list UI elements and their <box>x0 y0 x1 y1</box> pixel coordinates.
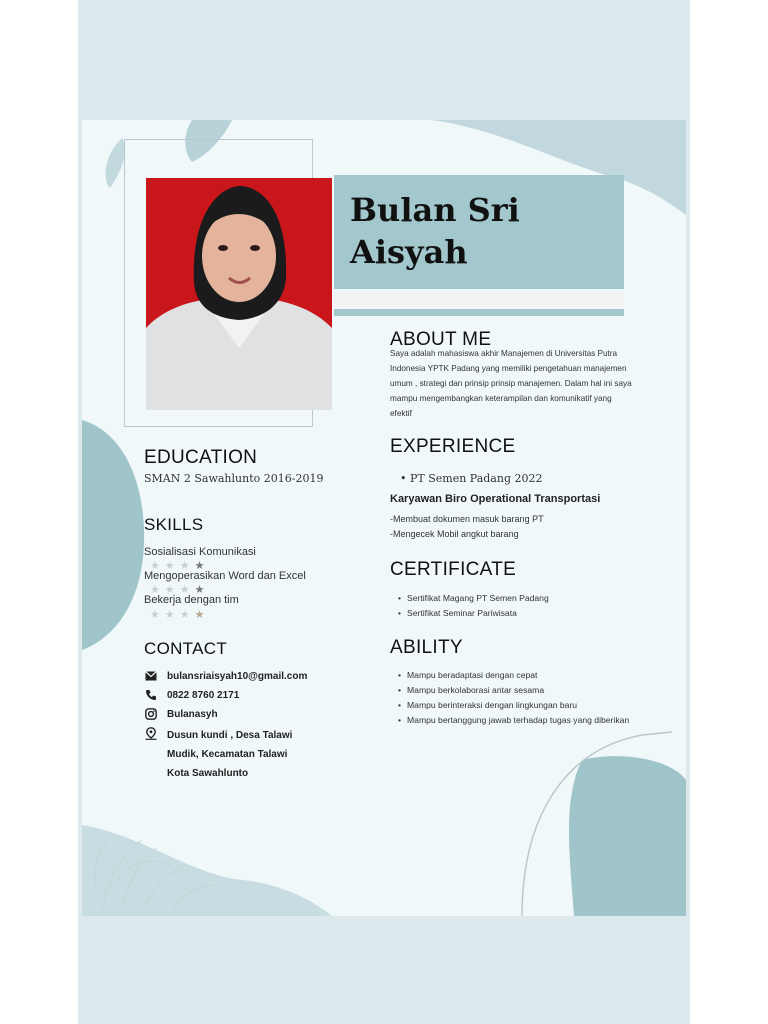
contact-instagram: Bulanasyh <box>167 708 218 720</box>
skill-rating: ★★★★ <box>150 609 210 621</box>
resume-card <box>82 120 686 916</box>
contact-address-line: Dusun kundi , Desa Talawi <box>167 730 293 741</box>
contact-address-line: Kota Sawahlunto <box>167 768 249 779</box>
name-strip-accent <box>334 309 624 316</box>
experience-role: Karyawan Biro Operational Transportasi <box>390 493 601 505</box>
profile-photo <box>146 178 332 410</box>
skill-rating: ★★★★ <box>150 560 210 572</box>
experience-company-text: PT Semen Padang 2022 <box>410 472 543 485</box>
ability-item: • Mampu beradaptasi dengan cepat <box>398 668 629 683</box>
education-title: EDUCATION <box>144 447 258 468</box>
skill-label: Mengoperasikan Word dan Excel <box>144 570 306 582</box>
name-line-1: Bulan Sri <box>350 191 520 229</box>
contact-address-line: Mudik, Kecamatan Talawi <box>167 749 288 760</box>
skill-label: Sosialisasi Komunikasi <box>144 546 256 558</box>
contact-email: bulansriaisyah10@gmail.com <box>167 670 308 682</box>
experience-company: • PT Semen Padang 2022 <box>400 472 543 485</box>
experience-task: -Membuat dokumen masuk barang PT <box>390 514 544 524</box>
name-banner <box>334 175 624 289</box>
contact-email-row[interactable] <box>144 669 307 683</box>
name-strip <box>334 291 624 309</box>
skill-rating: ★★★★ <box>150 584 210 596</box>
contact-address-row <box>144 726 292 783</box>
experience-task: -Mengecek Mobil angkut barang <box>390 529 519 539</box>
contact-phone: 0822 8760 2171 <box>167 689 240 701</box>
about-line: umum , strategi dan prinsip prinsip manajemen. Dalam hal ini saya <box>390 379 632 388</box>
certificate-title: CERTIFICATE <box>390 559 517 580</box>
experience-title: EXPERIENCE <box>390 436 516 457</box>
ability-item: • Mampu berinteraksi dengan lingkungan baru <box>398 698 629 713</box>
about-text <box>390 346 670 421</box>
ability-list <box>398 668 629 728</box>
certificate-item: • Sertifikat Seminar Pariwisata <box>398 606 549 621</box>
certificate-item: • Sertifikat Magang PT Semen Padang <box>398 591 549 606</box>
contact-instagram-row[interactable] <box>144 707 218 721</box>
mail-icon <box>144 669 158 683</box>
ability-item: • Mampu bertanggung jawab terhadap tugas yang diberikan <box>398 713 629 728</box>
about-title: ABOUT ME <box>390 329 492 350</box>
photo-frame-bottom <box>124 426 312 427</box>
certificate-list <box>398 591 549 621</box>
instagram-icon <box>144 707 158 721</box>
contact-title: CONTACT <box>144 639 227 658</box>
about-line: Indonesia YPTK Padang yang memiliki pengetahuan manajemen <box>390 364 627 373</box>
skills-title: SKILLS <box>144 515 204 534</box>
resume-name <box>350 189 520 273</box>
about-line: mampu mengembangkan keterampilan dan komunikatif yang <box>390 394 612 403</box>
ability-title: ABILITY <box>390 637 463 658</box>
education-entry: SMAN 2 Sawahlunto 2016-2019 <box>144 472 324 485</box>
about-line: efektif <box>390 409 412 418</box>
about-line: Saya adalah mahasiswa akhir Manajemen di Universitas Putra <box>390 349 618 358</box>
name-line-2: Aisyah <box>350 233 468 271</box>
phone-icon <box>144 688 158 702</box>
ability-item: • Mampu berkolaborasi antar sesama <box>398 683 629 698</box>
skill-label: Bekerja dengan tim <box>144 594 239 606</box>
location-icon <box>144 726 158 740</box>
contact-phone-row[interactable] <box>144 688 239 702</box>
